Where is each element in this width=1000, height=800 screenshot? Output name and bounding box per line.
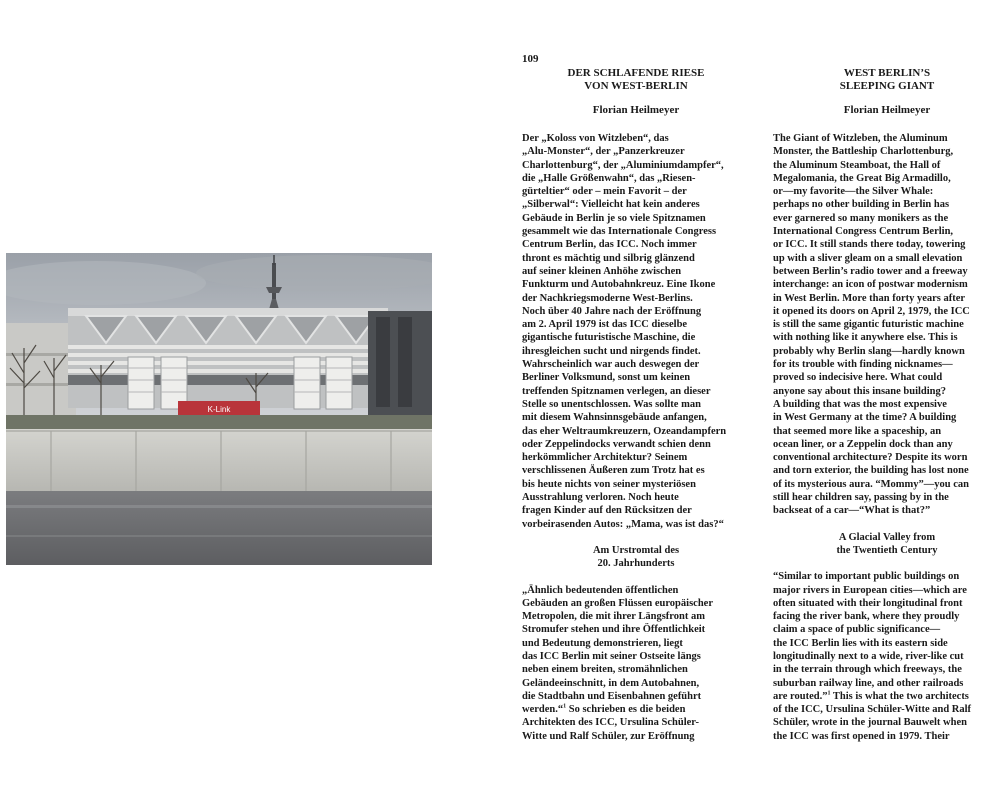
german-subheading: Am Urstromtal des 20. Jahrhunderts <box>592 544 680 570</box>
english-subheading: A Glacial Valley from the Twentieth Century <box>836 531 938 556</box>
german-paragraph-2-rest: So schrieben es die beiden Architekten des ICC, Ursulina Schüler- Witte und Ralf Schüler, zur Eröffnung <box>522 704 700 742</box>
english-paragraph-2 <box>773 570 1000 743</box>
svg-text:K-Link: K-Link <box>207 405 231 414</box>
german-column <box>522 67 750 743</box>
page-number: 109 <box>522 53 539 65</box>
german-paragraph-2-quote: „Ähnlich bedeutenden öffentlichen Gebäuden an großen Flüssen europäischer Metropolen, die mit ihrer Längsfront am Stromufer stehen und ihre Öffentlichkeit und Bedeutung demonstrieren, liegt das ICC Berlin mit seiner Ostseite längs neben einem breiten, stromähnlichen Geländeeinschnitt, in dem Autobahnen, die Stadtbahn und Eisenbahnen geführt werden.“ <box>522 584 713 716</box>
german-title: DER SCHLAFENDE RIESE VON WEST-BERLIN <box>567 67 705 92</box>
english-column <box>773 67 1000 743</box>
english-author: Florian Heilmeyer <box>843 104 931 116</box>
german-author: Florian Heilmeyer <box>592 104 680 116</box>
english-paragraph-1: The Giant of Witzleben, the Aluminum Monster, the Battleship Charlottenburg, the Aluminum Steamboat, the Hall of Megalomania, the Great Big Armadillo, or—my favorite—the Silver Whale: perhaps no other building in Berlin has ever garnered so many monikers as the International Congress Centrum Berlin, or ICC. It still stands there today, towering up with a sliver gleam on a small elevation between Berlin’s radio tower and a freeway interchange: an icon of postwar modernism in West Berlin. More than forty years after it opened its doors on April 2, 1979, the ICC is still the same gigantic futuristic machine with nothing like it anywhere else. This is probably why Berlin slang—hardly known for its trouble with finding nicknames— proved so indecisive here. What could anyone say about this insane building? A building that was the most expensive in West Germany at the time? A building that seemed more like a spaceship, an ocean liner, or a Zeppelin dock than any conventional architecture? Despite its worn and torn exterior, the building has lost none of its mysterious aura. “Mommy”—you can still hear children say, passing by in the backseat of a car—“What is that?” <box>773 133 970 517</box>
english-footnote-ref: 1 <box>827 690 831 697</box>
german-paragraph-1: Der „Koloss von Witzleben“, das „Alu-Monster“, der „Panzerkreuzer Charlottenburg“, der „Aluminiumdampfer“, die „Halle Größenwahn“, das „Riesen- gürteltier“ oder – mein Favorit – der „Silberwal“: Vielleicht hat kein anderes Gebäude in Berlin je so viele Spitznamen gesammelt wie das Internationale Congress Centrum Berlin, das ICC. Noch immer thront es mächtig und silbrig glänzend auf seiner kleinen Anhöhe zwischen Funkturm und Autobahnkreuz. Eine Ikone der Nachkriegsmoderne West-Berlins. Noch über 40 Jahre nach der Eröffnung am 2. April 1979 ist das ICC dieselbe gigantische futuristische Maschine, die ihresgleichen sucht und nirgends findet. Wahrscheinlich war auch deswegen der Berliner Volksmund, sonst um keinen treffenden Spitznamen verlegen, an dieser Stelle so unentschlossen. Was sollte man mit diesem Wahnsinnsgebäude anfangen, das eher Weltraumkreuzern, Ozeandampfern oder Zeppelindocks verwandt schien denn herkömmlicher Architektur? Seinem verschlissenen Äußeren zum Trotz hat es bis heute nichts von seiner mysteriösen Ausstrahlung verloren. Noch heute fragen Kinder auf den Rücksitzen der vorbeirasenden Autos: „Mama, was ist das?“ <box>522 133 727 530</box>
german-paragraph-2 <box>522 584 750 744</box>
english-title: WEST BERLIN’S SLEEPING GIANT <box>839 67 935 92</box>
german-footnote-ref: 1 <box>563 703 567 710</box>
english-paragraph-2-quote: “Similar to important public buildings on major rivers in European cities—which are often situated with their longitudinal front facing the river bank, where they proudly claim a space of public significance— the ICC Berlin lies with its eastern side longitudinally next to a wide, river-like cut in the terrain through which freeways, the suburban railway line, and other railroads are routed.” <box>773 571 967 702</box>
english-paragraph-2-rest: This is what the two architects of the ICC, Ursulina Schüler-Witte and Ralf Schüler, wrote in the journal Bauwelt when the ICC was first opened in 1979. Their <box>773 690 972 742</box>
icc-photograph <box>6 253 432 565</box>
